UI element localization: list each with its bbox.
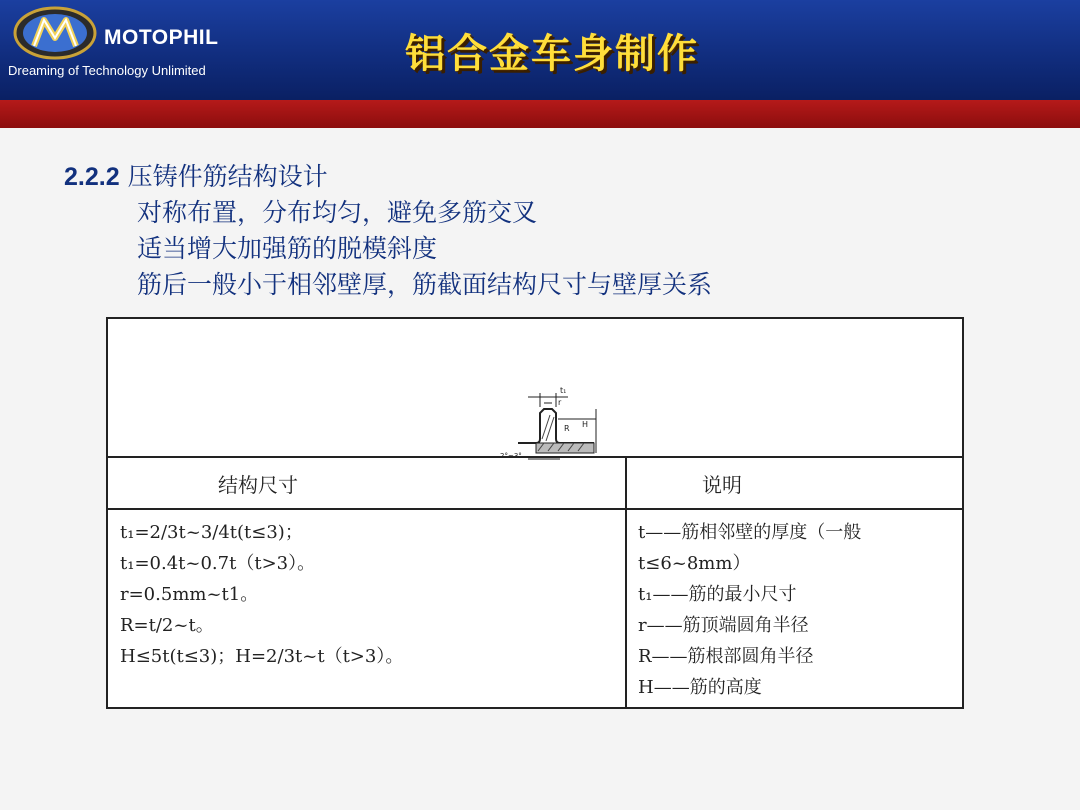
table-divider — [108, 456, 962, 458]
description-line: t≤6~8mm） — [638, 553, 751, 574]
column-header-structure-size: 结构尺寸 — [218, 473, 298, 497]
left-cell — [120, 517, 403, 672]
column-header-description: 说明 — [702, 473, 742, 497]
brand-name: MOTOPHIL — [104, 26, 219, 49]
formula-line: r=0.5mm~t1。 — [120, 584, 259, 605]
table-divider — [108, 508, 962, 510]
bullet-point: 适当增大加强筋的脱模斜度 — [137, 234, 438, 263]
description-line: R——筋根部圆角半径 — [638, 646, 814, 667]
section-number: 2.2.2 — [64, 163, 120, 191]
dim-r-label: r — [558, 398, 562, 407]
rib-section-diagram — [498, 359, 608, 469]
formula-line: H≤5t(t≤3)；H=2/3t~t（t>3）。 — [120, 646, 404, 667]
description-line: t——筋相邻壁的厚度（一般 — [638, 522, 862, 543]
header-red-bar — [0, 100, 1080, 128]
description-line: t₁——筋的最小尺寸 — [638, 584, 797, 605]
description-line: r——筋顶端圆角半径 — [638, 615, 809, 636]
table-column-divider — [625, 456, 627, 707]
formula-line: t₁=2/3t~3/4t(t≤3)； — [120, 522, 303, 543]
formula-line: t₁=0.4t~0.7t（t>3）。 — [120, 553, 316, 574]
section-title: 压铸件筋结构设计 — [127, 162, 328, 191]
formula-line: R=t/2~t。 — [120, 615, 214, 636]
description-line: H——筋的高度 — [638, 677, 762, 698]
right-cell — [638, 517, 861, 703]
dim-t1-label: t₁ — [560, 386, 567, 395]
header-bar — [0, 0, 1080, 100]
slide-title: 铝合金车身制作 — [405, 31, 699, 77]
section-heading — [64, 157, 328, 193]
brand-tagline: Dreaming of Technology Unlimited — [8, 63, 206, 78]
motophil-logo-icon — [12, 6, 98, 60]
rib-dimension-table — [106, 317, 964, 709]
bullet-point: 对称布置，分布均匀，避免多筋交叉 — [137, 198, 538, 227]
dim-R-label: R — [564, 424, 570, 433]
dim-H-label: H — [582, 420, 589, 429]
bullet-point: 筋后一般小于相邻壁厚，筋截面结构尺寸与壁厚关系 — [137, 270, 713, 299]
